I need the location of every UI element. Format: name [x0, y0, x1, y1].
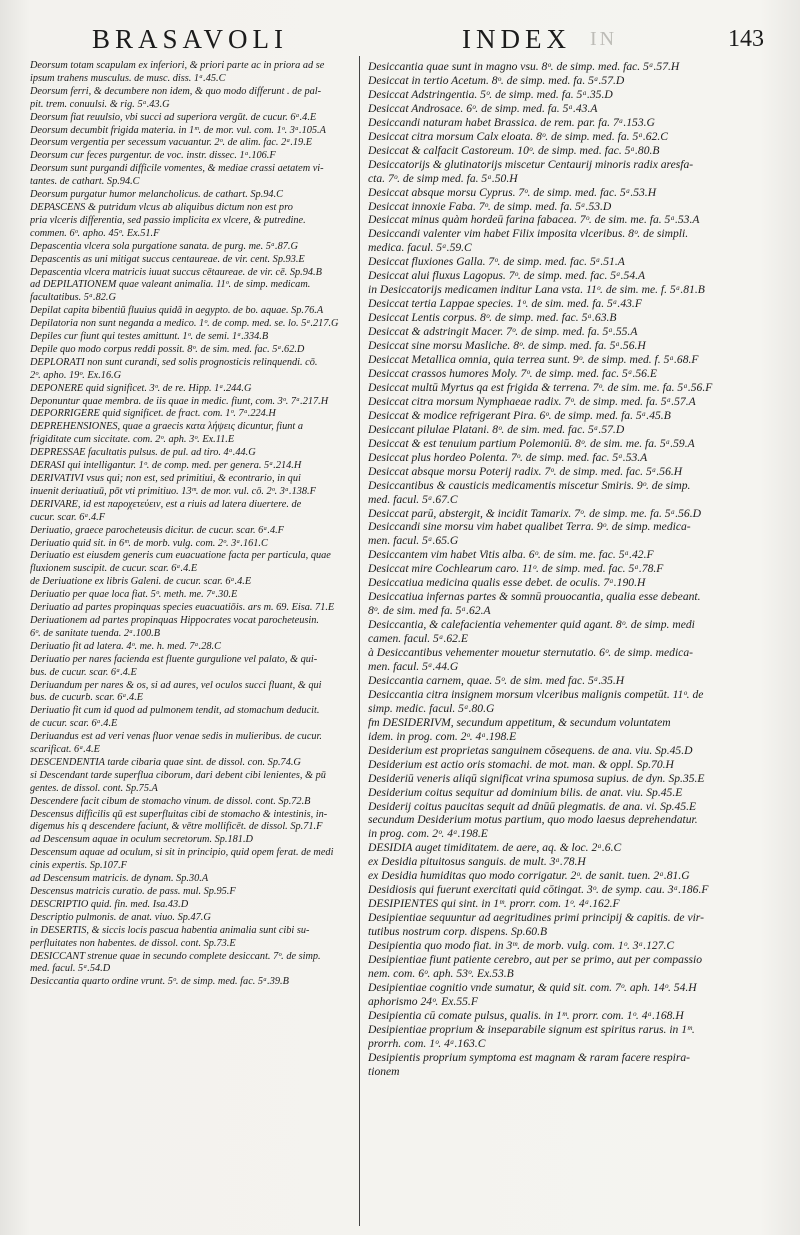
index-entry-line: in prog. com. 2ᵒ. 4ᵃ.198.E [368, 827, 488, 841]
index-entry-line: Depilatoria non sunt neganda a medico. 1ᵒ. de comp. med. se. lo. 5ᵃ.217.G [30, 318, 339, 330]
index-entry-line: Desiccat mire Cochlearum caro. 11ᵒ. de simp. med. fac. 5ᵃ.78.F [368, 562, 664, 576]
index-entry-line: bus. de cucurb. scar. 6ᵃ.4.E [30, 692, 144, 704]
index-entry-line: Depascentia vlcera sola purgatione sanata. de purg. me. 5ᵃ.87.G [30, 240, 298, 252]
index-entry-line: Desiccat absque morsu Cyprus. 7ᵒ. de simp. med. fac. 5ᵃ.53.H [368, 185, 657, 199]
index-entry-line: gentes. de dissol. cont. Sp.75.A [30, 782, 158, 794]
index-entry-line: tantes. de cathart. Sp.94.C [30, 176, 140, 188]
index-entry-line: Desiccat Metallica omnia, quia terrea sunt. 9ᵒ. de simp. med. f. 5ᵃ.68.F [368, 353, 699, 367]
index-entry-line: Deriuatio, graece parocheteusis dicitur. de cucur. scar. 6ᵃ.4.F [30, 524, 284, 536]
index-entry-line: Deorsum vergentia per secessum vacuantur. 2ᵒ. de alim. fac. 2ᵃ.19.E [30, 137, 313, 149]
index-entry-line: DESICCANT strenue quae in secundo complete desiccant. 7ᵒ. de simp. [30, 950, 321, 962]
index-entry-line: Deriuandus est ad veri venas fluor venae sedis in mulieribus. de cucur. [30, 731, 322, 743]
running-header [0, 20, 800, 56]
index-entry-line: Desiccandi sine morsu vim habet qualibet Terra. 9ᵒ. de simp. medica- [368, 520, 691, 534]
index-entry-line: Desiccat citra morsum Nymphaeae radix. 7ᵒ. de simp. med. fa. 5ᵃ.57.A [368, 394, 696, 408]
index-entry-line: de Deriuatione ex libris Galeni. de cucur. scar. 6ᵃ.4.E [30, 576, 252, 588]
index-entry-line: Desiccantia quae sunt in magno vsu. 8ᵒ. de simp. med. fac. 5ᵃ.57.H [368, 60, 680, 73]
index-entry-line: 8ᵒ. de sim. med fa. 5ᵃ.62.A [368, 604, 491, 618]
index-entry-line: Desiccantem vim habet Vitis alba. 6ᵒ. de sim. me. fac. 5ᵃ.42.F [368, 548, 654, 562]
index-entry-line: Desiccant pilulae Platani. 8ᵒ. de sim. med. fac. 5ᵃ.57.D [368, 422, 625, 436]
index-entry-line: Deriuatio est eiusdem generis cum euacuatione facta per particula, quae [30, 550, 331, 562]
index-entry-line: Desiccat parū, abstergit, & incidit Tamarix. 7ᵒ. de simp. me. fa. 5ᵃ.56.D [368, 506, 701, 520]
running-title-left: BRASAVOLI [92, 24, 289, 54]
index-entry-line: Deorsum sunt purgandi difficile vomentes, & mediae crassi aetatem vi- [30, 163, 324, 175]
index-entry-line: in Desiccatorijs medicamen inditur Lana vsta. 11ᵒ. de sim. me. f. 5ᵃ.81.B [368, 283, 705, 297]
index-entry-line: Desiccat Androsace. 6ᵒ. de simp. med. fa. 5ᵃ.43.A [368, 101, 598, 115]
index-entry-line: DERASI qui intelligantur. 1ᵒ. de comp. med. per genera. 5ᵃ.214.H [30, 460, 302, 472]
index-entry-line: Deriuatio per nares facienda est fluente gurgulione vel palato, & qui- [30, 653, 318, 665]
index-entry-line: Desiderium coitus sequitur ad dominium bilis. de anat. viu. Sp.45.E [368, 785, 683, 799]
index-entry-line: Descriptio pulmonis. de anat. viuo. Sp.47.G [30, 911, 211, 923]
index-entry-line: pit. trem. conuulsi. & rig. 5ᵃ.43.G [30, 98, 170, 110]
index-entry-line: Desiccat alui fluxus Lagopus. 7ᵒ. de simp. med. fac. 5ᵃ.54.A [368, 269, 646, 283]
index-entry-line: Desiccat tertia Lappae species. 1ᵒ. de sim. med. fa. 5ᵃ.43.F [368, 297, 642, 311]
index-entry-line: men. facul. 5ᵃ.44.G [368, 659, 459, 673]
index-entry-line: DESIPIENTES qui sint. in 1ᵐ. prorr. com. 1ᵒ. 4ᵃ.162.F [368, 897, 620, 911]
index-entry-line: men. facul. 5ᵃ.65.G [368, 534, 459, 548]
index-entry-line: DEPLORATI non sunt curandi, sed solis prognosticis relinquendi. cō. [30, 356, 318, 368]
index-entry-line: Desiccantibus & causticis medicamentis miscetur Smiris. 9ᵒ. de simp. [368, 478, 691, 492]
index-entry-line: Desiccatorijs & glutinatorijs miscetur Centaurij minoris radix aresfa- [368, 157, 694, 171]
index-entry-line: Deponuntur quae membra. de iis quae in medic. fiunt, com. 3ᵒ. 7ᵃ.217.H [30, 395, 329, 407]
index-entry-line: cinis expertis. Sp.107.F [30, 860, 127, 872]
index-entry-line: Deriuatio per quae loca fiat. 5ᵒ. meth. me. 7ᵃ.30.E [30, 589, 238, 601]
index-entry-line: 6ᵒ. de sanitate tuenda. 2ᵃ.100.B [30, 627, 161, 639]
index-entry-line: Descensus matricis curatio. de pass. mul. Sp.95.F [30, 886, 236, 897]
index-entry-line: DEPRESSAE facultatis pulsus. de pul. ad tiro. 4ᵃ.44.G [30, 447, 256, 459]
index-entry-line: à Desiccantibus vehementer mouetur sternutatio. 6ᵒ. de simp. medica- [368, 646, 693, 660]
index-entry-line: Desipientis proprium symptoma est magnam & raram facere respira- [368, 1050, 691, 1064]
index-entry-line: Desiccatiua medicina qualis esse debet. de oculis. 7ᵃ.190.H [368, 576, 646, 590]
index-entry-line: ipsum trahens musculus. de musc. diss. 1ᵃ.45.C [30, 72, 226, 84]
index-entry-line: Desipientiae sequuntur ad aegritudines primi principij & capitis. de vir- [368, 911, 704, 925]
index-entry-line: cucur. scar. 6ᵃ.4.F [30, 511, 106, 523]
index-entry-line: Desiccat plus hordeo Polenta. 7ᵒ. de simp. med. fac. 5ᵃ.53.A [368, 450, 648, 464]
index-entry-line: DESCENDENTIA tarde cibaria quae sint. de dissol. con. Sp.74.G [30, 756, 301, 768]
index-entry-line: Deriuatio fit ad latera. 4ᵒ. me. h. med. 7ᵃ.28.C [30, 640, 221, 652]
index-entry-line: nem. com. 6ᵒ. aph. 53ᵒ. Ex.53.B [368, 966, 514, 980]
index-entry-line: Desiccat fluxiones Galla. 7ᵒ. de simp. med. fac. 5ᵃ.51.A [368, 255, 625, 269]
index-entry-line: Deriuandum per nares & os, si ad aures, vel oculos succi fluant, & qui [30, 679, 322, 691]
index-entry-line: Deriuatio ad partes propinquas species euacuatiōis. ars m. 69. Eisa. 71.E [30, 602, 335, 614]
index-entry-line: in DESERTIS, & siccis locis pascua habentia animalia sunt cibi su- [30, 924, 310, 936]
index-entry-line: fm DESIDERIVM, secundum appetitum, & secundum voluntatem [368, 715, 671, 729]
index-entry-line: Desipientia quo modo fiat. in 3ᵐ. de morb. vulg. com. 1ᵒ. 3ᵃ.127.C [368, 939, 675, 953]
index-entry-line: perfluitates non habentes. de dissol. cont. Sp.73.E [30, 937, 236, 949]
index-entry-line: scarificat. 6ᵃ.4.E [30, 744, 100, 756]
index-entry-line: camen. facul. 5ᵃ.62.E [368, 632, 468, 646]
index-entry-line: Descensus difficilis qū est superfluitas cibi de stomacho & intestinis, in- [30, 808, 328, 820]
index-entry-line: Deorsum totam scapulam ex inferiori, & priori parte ac in priora ad se [30, 60, 325, 71]
show-through-text: IN [590, 28, 618, 50]
index-entry-line: ex Desidia humiditas quo modo corrigatur. 2ᵒ. de sanit. tuen. 2ᵃ.81.G [368, 869, 690, 883]
index-entry-line: DEPORRIGERE quid significet. de fract. com. 1ᵒ. 7ᵃ.224.H [30, 408, 276, 420]
index-entry-line: Descendere facit cibum de stomacho vinum. de dissol. cont. Sp.72.B [30, 795, 311, 807]
index-entry-line: aphorismo 24ᵒ. Ex.55.F [368, 994, 478, 1008]
page-number: 143 [728, 26, 764, 52]
index-entry-line: Deorsum decumbit frigida materia. in 1ᵐ. de mor. vul. com. 1ᵒ. 3ᵃ.105.A [30, 124, 326, 136]
index-entry-line: medica. facul. 5ᵃ.59.C [368, 241, 472, 255]
index-entry-line: bus. de cucur. scar. 6ᵃ.4.E [30, 666, 137, 678]
index-entry-line: Desiccat & est tenuium partium Polemoniū. 8ᵒ. de sim. me. fa. 5ᵃ.59.A [368, 436, 695, 450]
index-entry-line: ex Desidia pituitosus sanguis. de mult. 3ᵃ.78.H [368, 855, 586, 869]
index-entry-line: Deorsum fiat reuulsio, vbi succi ad superiora vergūt. de cucur. 6ᵃ.4.E [30, 111, 317, 123]
index-entry-line: 2ᵒ. apho. 19ᵒ. Ex.16.G [30, 369, 122, 381]
index-entry-line: Desiccat multū Myrtus qa est frigida & terrena. 7ᵒ. de sim. me. fa. 5ᵃ.56.F [368, 380, 713, 394]
index-entry-line: Desiccat citra morsum Calx eloata. 8ᵒ. de simp. med. fa. 5ᵃ.62.C [368, 129, 668, 143]
index-entry-line: Depascentis as uni mitigat succus centaureae. de vir. cent. Sp.93.E [30, 253, 305, 265]
running-title-right: INDEX [462, 24, 571, 54]
index-entry-line: facultatibus. 5ᵃ.82.G [30, 292, 116, 304]
index-entry-line: fluxionem suscipit. de cucur. scar. 6ᵃ.4.E [30, 563, 198, 575]
index-entry-line: ad DEPILATIONEM quae valeant animalia. 11ᵒ. de simp. medicam. [30, 279, 311, 291]
index-entry-line: med. facul. 5ᵃ.67.C [368, 492, 458, 506]
index-entry-line: Deorsum purgatur humor melancholicus. de cathart. Sp.94.C [30, 189, 284, 201]
index-entry-line: Desiccat crassos humores Moly. 7ᵒ. de simp. med. fac. 5ᵃ.56.E [368, 366, 657, 380]
index-entry-line: digemus his q descendere faciunt, & vētre mollificēt. de dissol. Sp.71.F [30, 821, 323, 833]
index-entry-line: Desiccantia, & calefacientia vehementer quid agant. 8ᵒ. de simp. medi [368, 618, 695, 632]
index-entry-line: Deriuatio fit cum id quod ad pulmonem tendit, ad stomachum deducit. [30, 705, 320, 717]
index-entry-line: pria vlceris differentia, sed passio implicita ex vlcere, & putredine. [30, 214, 306, 226]
index-entry-line: DEPREHENSIONES, quae a graecis κατα λήψεις dicuntur, fiunt a [30, 421, 304, 433]
index-entry-line: Desipientia cū comate pulsus, qualis. in 1ᵐ. prorr. com. 1ᵒ. 4ᵃ.168.H [368, 1008, 684, 1022]
index-entry-line: Desiccat innoxie Faba. 7ᵒ. de simp. med. fa. 5ᵃ.53.D [368, 199, 612, 213]
index-entry-line: Desiccat & modice refrigerant Pira. 6ᵒ. de simp. med. fa. 5ᵃ.45.B [368, 408, 671, 422]
index-entry-line: simp. medic. facul. 5ᵃ.80.G [368, 701, 495, 715]
index-entry-line: Desidiosis qui fuerunt exercitati quid cōtingat. 3ᵒ. de symp. cau. 3ᵃ.186.F [368, 883, 709, 897]
index-entry-line: cta. 7ᵒ. de simp med. fa. 5ᵃ.50.H [368, 171, 518, 185]
index-entry-line: de cucur. scar. 6ᵃ.4.E [30, 718, 118, 730]
index-entry-line: Deorsum cur feces purgentur. de voc. instr. dissec. 1ᵃ.106.F [30, 150, 276, 162]
index-entry-line: Deorsum ferri, & decumbere non idem, & quo modo differunt . de pal- [30, 85, 322, 97]
index-entry-line: tutibus nostrum corp. dispens. Sp.60.B [368, 925, 548, 939]
index-entry-line: DEPONERE quid significet. 3ᵒ. de re. Hipp. 1ᵃ.244.G [30, 382, 252, 394]
index-entry-line: Desideriū veneris aliqū significat vrina spumosa supius. de dyn. Sp.35.E [368, 771, 705, 785]
index-entry-line: Desipientiae fiunt patiente cerebro, aut per se primo, aut per compassio [368, 953, 703, 966]
index-entry-line: frigiditate cum siccitate. com. 2ᵒ. aph. 3ᵒ. Ex.11.E [30, 434, 235, 446]
index-entry-line: DERIVATIVI vsus qui; non est, sed primitiui, & econtrario, in qui [30, 473, 301, 484]
index-entry-line: Depiles cur fiunt qui testes amittunt. 1ᵒ. de semi. 1ᵃ.334.B [30, 331, 269, 343]
index-entry-line: Desiderium est actio oris stomachi. de mot. man. & oppl. Sp.70.H [368, 757, 674, 771]
index-entry-line: Depile quo modo corpus reddi possit. 8ᵒ. de sim. med. fac. 5ᵃ.62.D [30, 343, 305, 355]
index-entry-line: si Descendant tarde superflua ciborum, dari debent cibi lenientes, & pū [30, 769, 326, 781]
index-entry-line: inuenit deriuatiuū, pōt vti primitiuo. 13ᵐ. de mor. vul. cō. 2ᵒ. 3ᵃ.138.F [30, 485, 316, 497]
index-entry-line: prorrh. com. 1ᵒ. 4ᵃ.163.C [368, 1036, 486, 1050]
left-index-column [30, 60, 358, 989]
index-entry-line: Desiccandi naturam habet Brassica. de rem. par. fa. 7ᵃ.153.G [368, 115, 655, 129]
index-entry-line: med. facul. 5ᵃ.54.D [30, 963, 111, 975]
index-entry-line: Desiccat Adstringentia. 5ᵒ. de simp. med. fa. 5ᵃ.35.D [368, 87, 613, 101]
index-entry-line: Desiccat minus quàm hordeū farina fabacea. 7ᵒ. de sim. me. fa. 5ᵃ.53.A [368, 213, 700, 227]
index-entry-line: secundum Desiderium motus partium, quo modo laesus deprehendatur. [368, 813, 698, 827]
index-entry-line: Desipientiae proprium & inseparabile signum est spiritus rarus. in 1ᵐ. [368, 1022, 695, 1036]
index-entry-line: Desiccat Lentis corpus. 8ᵒ. de simp. med. fac. 5ᵃ.63.B [368, 311, 617, 325]
index-entry-line: Desipientiae cognitio vnde sumatur, & quid sit. com. 7ᵒ. aph. 14ᵒ. 54.H [368, 980, 697, 994]
index-entry-line: idem. in prog. com. 2ᵒ. 4ᵃ.198.E [368, 729, 517, 743]
index-entry-line: commen. 6ᵒ. apho. 45ᵒ. Ex.51.F [30, 227, 160, 239]
right-index-column [368, 60, 740, 1079]
index-entry-line: tionem [368, 1064, 400, 1078]
index-entry-line: Deriuationem ad partes propinquas Hippocrates vocat parocheteusin. [30, 614, 319, 626]
index-entry-line: Desiccantia carnem, quae. 5ᵒ. de sim. med fac. 5ᵃ.35.H [368, 673, 625, 687]
index-entry-line: Desiccantia quarto ordine vrunt. 5ᵒ. de simp. med. fac. 5ᵃ.39.B [30, 976, 289, 988]
index-entry-line: Descensum aquae ad oculum, si sit in principio, quid opem ferat. de medi [30, 847, 334, 859]
index-entry-line: DERIVARE, id est παροχετεύειν, est a riuis ad latera diuertere. de [30, 498, 302, 510]
index-entry-line: Deriuatio quid sit. in 6ᵐ. de morb. vulg. com. 2ᵒ. 3ᵃ.161.C [30, 537, 268, 549]
index-entry-line: Desiderij coitus paucitas sequit ad dnūū plegmatis. de ana. vi. Sp.45.E [368, 799, 697, 813]
index-entry-line: Desiccat in tertio Acetum. 8ᵒ. de simp. med. fa. 5ᵃ.57.D [368, 73, 625, 87]
index-entry-line: DESIDIA auget timiditatem. de aere, aq. & loc. 2ᵃ.6.C [368, 841, 622, 855]
index-entry-line: ad Descensum matricis. de dynam. Sp.30.A [30, 873, 209, 885]
index-entry-line: DESCRIPTIO quid. fin. med. Isa.43.D [30, 898, 189, 910]
index-entry-line: Depascentia vlcera matricis iuuat succus cētaureae. de vir. cē. Sp.94.B [30, 266, 322, 278]
index-entry-line: Desiccat & calfacit Castoreum. 10ᵒ. de simp. med. fac. 5ᵃ.80.B [368, 143, 660, 157]
index-entry-line: Desiccatiua infernas partes & somnū prouocantia, qualia esse debeant. [368, 590, 701, 604]
index-entry-line: ad Descensum aquae in oculum secretorum. Sp.181.D [30, 834, 253, 846]
index-entry-line: Desiccandi valenter vim habet Filix imposita vlceribus. 8ᵒ. de simpli. [368, 227, 689, 241]
index-entry-line: Desiccantia citra insignem morsum vlceribus malignis competūt. 11ᵒ. de [368, 687, 704, 701]
index-entry-line: Depilat capita bibentiū fluuius quidā in aegypto. de bo. aquae. Sp.76.A [30, 305, 324, 317]
index-entry-line: Desiccat absque morsu Poterij radix. 7ᵒ. de simp. med. fac. 5ᵃ.56.H [368, 464, 683, 478]
index-entry-line: Desiderium est proprietas sanguinem cōsequens. de ana. viu. Sp.45.D [368, 743, 693, 757]
index-entry-line: DEPASCENS & putridum vlcus ab aliquibus dictum non est pro [30, 201, 293, 213]
column-divider [359, 56, 360, 1226]
index-entry-line: Desiccat sine morsu Masliche. 8ᵒ. de simp. med. fa. 5ᵃ.56.H [368, 339, 646, 353]
index-entry-line: Desiccat & adstringit Macer. 7ᵒ. de simp. med. fa. 5ᵃ.55.A [368, 325, 638, 339]
